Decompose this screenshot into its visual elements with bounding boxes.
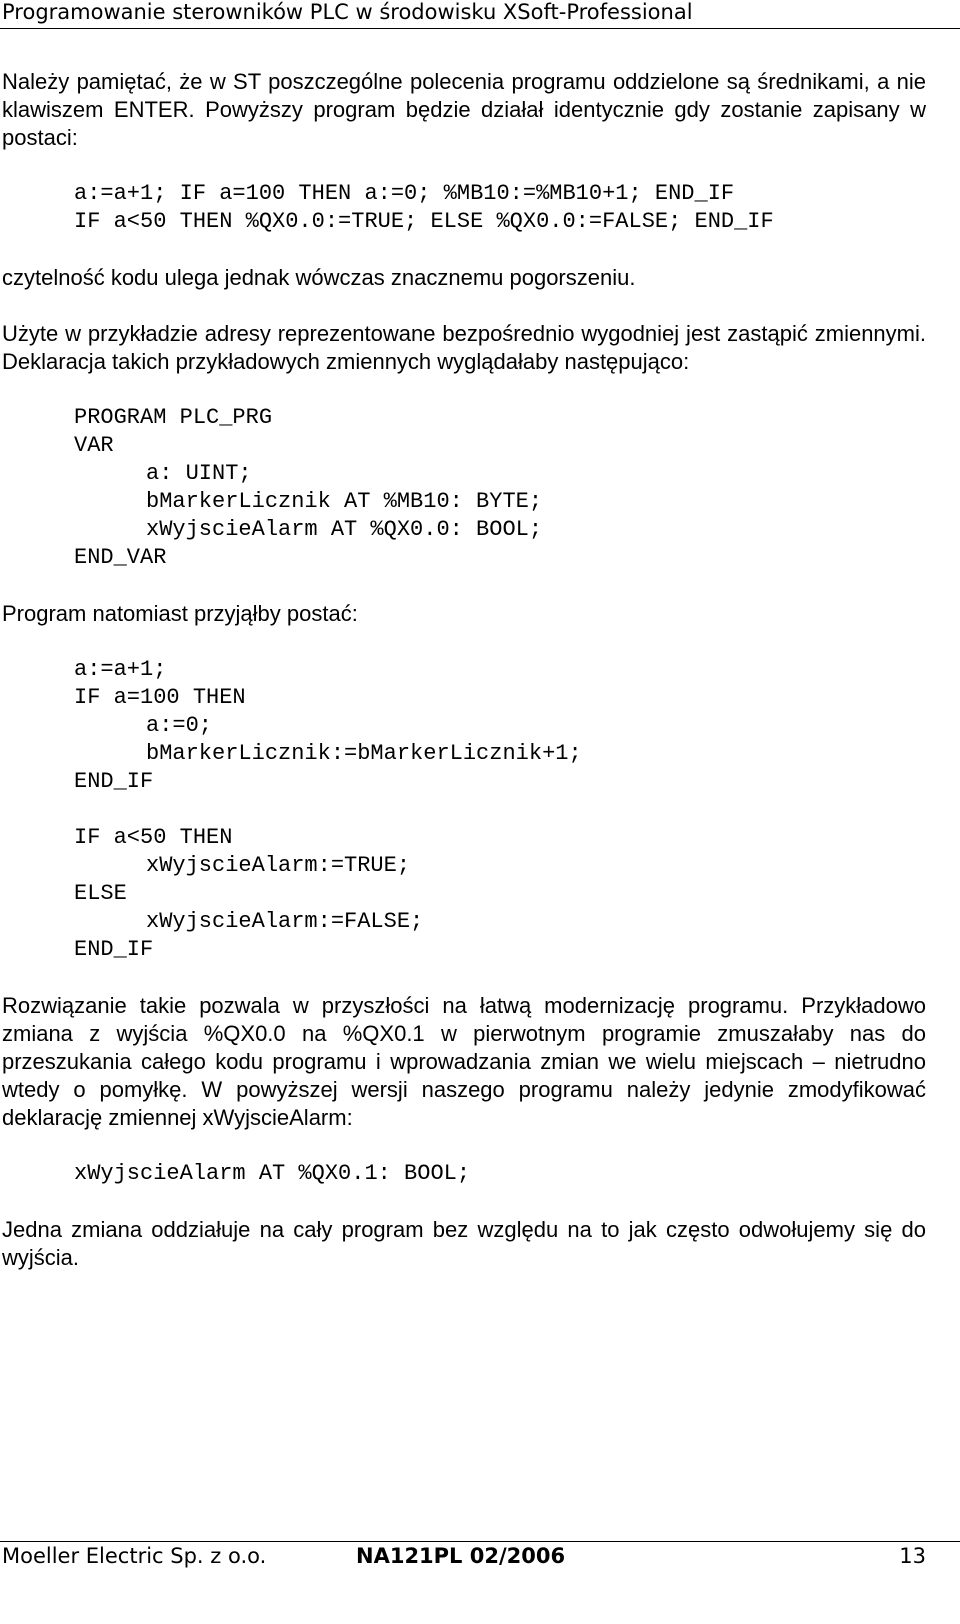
page-number: 13 (899, 1544, 926, 1568)
footer-document-id: NA121PL 02/2006 (356, 1544, 566, 1568)
page-content (2, 68, 926, 1272)
code-line: IF a=100 THEN (74, 685, 246, 710)
code-line: IF a<50 THEN %QX0.0:=TRUE; ELSE %QX0.0:=FALSE; END_IF (74, 209, 774, 234)
footer-company: Moeller Electric Sp. z o.o. (2, 1544, 267, 1568)
paragraph-3: Użyte w przykładzie adresy reprezentowane bezpośrednio wygodniej jest zastąpić zmiennymi. Deklaracja takich przykładowych zmiennych wyglądałaby następująco: (2, 321, 926, 374)
code-line: END_VAR (74, 545, 167, 570)
page-header (0, 0, 960, 29)
paragraph-5: Rozwiązanie takie pozwala w przyszłości na łatwą modernizację programu. Przykładowo zmiana z wyjścia %QX0.0 na %QX0.1 w pierwotnym programie zmuszałaby nas do przeszukania całego kodu programu i wprowadzania zmian we wielu miejscach – nietrudno wtedy o pomyłkę. W powyższej wersji naszego programu należy jedynie zmodyfikować deklarację zmiennej xWyjscieAlarm: (2, 993, 926, 1130)
paragraph-2: czytelność kodu ulega jednak wówczas znacznemu pogorszeniu. (2, 265, 636, 290)
paragraph-1: Należy pamiętać, że w ST poszczególne polecenia programu oddzielone są średnikami, a nie klawiszem ENTER. Powyższy program będzie działał identycznie gdy zostanie zapisany w postaci: (2, 69, 926, 150)
code-line: VAR (74, 433, 114, 458)
code-line: xWyjscieAlarm AT %QX0.1: BOOL; (74, 1161, 471, 1186)
header-title: Programowanie sterowników PLC w środowisku XSoft-Professional (2, 0, 693, 24)
code-block-4 (2, 1160, 926, 1188)
code-line: a:=a+1; IF a=100 THEN a:=0; %MB10:=%MB10+1; END_IF (74, 181, 735, 206)
code-line: a:=a+1; (74, 657, 167, 682)
code-block-3 (2, 656, 926, 964)
code-line: xWyjscieAlarm AT %QX0.0: BOOL; (146, 517, 543, 542)
code-block-2 (2, 404, 926, 572)
code-line: xWyjscieAlarm:=TRUE; (146, 853, 411, 878)
code-line: END_IF (74, 937, 154, 962)
paragraph-6: Jedna zmiana oddziałuje na cały program bez względu na to jak często odwołujemy się do wyjścia. (2, 1217, 926, 1270)
page-footer (0, 1541, 960, 1572)
code-line: a:=0; (146, 713, 213, 738)
code-line: END_IF (74, 769, 154, 794)
code-line: xWyjscieAlarm:=FALSE; (146, 909, 424, 934)
code-line: IF a<50 THEN (74, 825, 233, 850)
code-line: ELSE (74, 881, 127, 906)
code-blank-line (74, 796, 926, 824)
code-line: a: UINT; (146, 461, 252, 486)
paragraph-4: Program natomiast przyjąłby postać: (2, 601, 358, 626)
code-block-1 (2, 180, 926, 236)
code-line: PROGRAM PLC_PRG (74, 405, 273, 430)
code-line: bMarkerLicznik:=bMarkerLicznik+1; (146, 741, 582, 766)
code-line: bMarkerLicznik AT %MB10: BYTE; (146, 489, 543, 514)
